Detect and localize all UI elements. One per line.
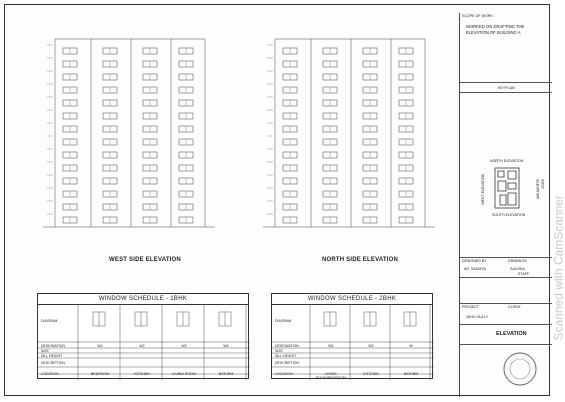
scope-box <box>460 13 552 83</box>
col-w1: W1 <box>97 344 103 348</box>
col-w4: W4 <box>223 344 229 348</box>
row-label-description: DESCRIPTION <box>41 361 65 365</box>
designer-box <box>460 258 552 278</box>
keyplan-icon <box>494 167 520 209</box>
drawn-by: SALVIKA <box>510 267 525 271</box>
schedule-1bhk-title: WINDOW SCHEDULE - 1BHK <box>38 294 248 305</box>
row-label-location: LOCATION <box>41 372 59 376</box>
row-label-location: LOCATION <box>275 372 293 376</box>
north-elevation-title: NORTH SIDE ELEVATION <box>321 257 399 263</box>
west-elevation-title: WEST SIDE ELEVATION <box>109 257 181 263</box>
loc-1: LIVING ROOM/BEDROOM <box>316 372 346 380</box>
client-label: CLIENT <box>508 305 521 309</box>
north-elevation <box>263 39 435 227</box>
sheet-title: ELEVATION <box>496 331 527 337</box>
schedule-1bhk-grid <box>38 304 250 380</box>
project-name: JUHU GULLY <box>466 315 489 319</box>
loc-3: LIVING ROOM <box>172 372 196 376</box>
row-label-designation: DESIGNATION <box>41 344 65 348</box>
west-elevation <box>43 39 215 227</box>
north-elevation-label: NORTH ELEVATION <box>490 159 524 163</box>
designed-by-label: DESIGNED BY <box>462 259 487 263</box>
loc-1: BEDROOM <box>90 372 110 376</box>
row-label-sill: SILL HEIGHT <box>41 354 63 358</box>
schedule-2bhk-grid <box>272 304 434 380</box>
keyplan-label: KEYPLAN <box>498 86 515 90</box>
loc-2: KITCHEN <box>134 372 150 376</box>
schedule-2bhk-title: WINDOW SCHEDULE - 2BHK <box>272 294 432 305</box>
window-schedule-2bhk <box>271 293 433 379</box>
window-schedule-1bhk <box>37 293 249 379</box>
sheet-title-box <box>460 325 552 345</box>
col-w2: W2 <box>368 344 374 348</box>
row-label-diagram: DIAGRAM <box>275 319 292 323</box>
south-elevation-label: SOUTH ELEVATION <box>492 213 526 217</box>
loc-3: BATHRM <box>403 372 419 376</box>
staff: STAFF <box>518 272 530 276</box>
elevations-drawing <box>25 35 445 265</box>
drawn-by-label: DRAWN BY <box>508 259 528 263</box>
row-label-size: SIZE <box>41 349 49 353</box>
loc-4: BATHRM <box>218 372 234 376</box>
row-label-diagram: DIAGRAM <box>41 319 58 323</box>
row-label-size: SIZE <box>275 349 283 353</box>
col-w3: W <box>409 344 413 348</box>
watermark: Scanned with CamScanner <box>551 195 565 341</box>
loc-2: KITCHEN <box>363 372 379 376</box>
stamp-seal <box>500 349 540 389</box>
project-box <box>460 303 552 325</box>
east-elevation-label: EAST ELEVATION <box>536 179 545 200</box>
project-label: PROJECT <box>462 305 479 309</box>
title-block <box>459 13 552 397</box>
col-w2: W2 <box>139 344 145 348</box>
col-w3: W3 <box>181 344 187 348</box>
keyplan-box <box>460 93 552 258</box>
scope-label: SCOPE OF WORK : <box>462 14 495 18</box>
row-label-sill: SILL HEIGHT <box>275 354 297 358</box>
west-elevation-label: WEST ELEVATION <box>481 173 486 205</box>
designed-by: AR. SAUMYA <box>464 267 486 271</box>
keyplan-header <box>460 83 552 93</box>
col-w1: W1 <box>328 344 334 348</box>
scope-text-2: ELEVATION OF BUILDING A <box>466 30 521 35</box>
row-label-description: DESCRIPTION <box>275 361 299 365</box>
scope-text-1: WORKED ON DRAFTING THE <box>466 24 525 29</box>
row-label-designation: DESIGNATION <box>275 344 299 348</box>
drawing-sheet <box>4 4 565 396</box>
